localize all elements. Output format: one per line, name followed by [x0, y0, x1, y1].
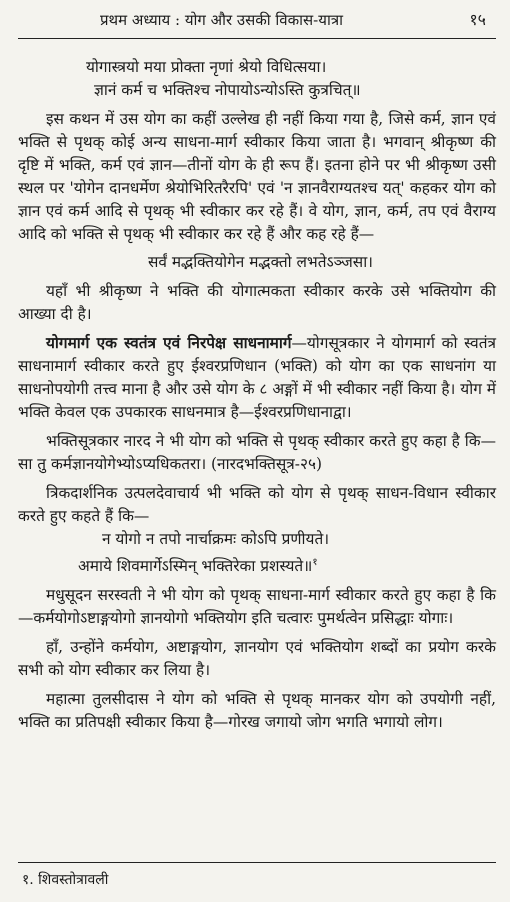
paragraph: मधुसूदन सरस्वती ने भी योग को पृथक् साधना-मार्ग स्वीकार करते हुए कहा है कि—कर्मयोगोऽष्टाङ्गयोगो ज्ञानयोगो भक्तियोग इति चत्वारः पुमर्थत्वेन प्रसिद्धाः योगाः। — [18, 586, 496, 628]
footnote: १. शिवस्तोत्रावली — [22, 872, 109, 888]
footnote-rule — [18, 862, 496, 863]
verse-line: ज्ञानं कर्म च भक्तिश्च नोपायोऽन्योऽस्ति कुत्रचित्॥ — [94, 81, 361, 99]
paragraph: महात्मा तुलसीदास ने योग को भक्ति से पृथक् मानकर योग को उपयोगी नहीं, भक्ति का प्रतिपक्षी स्वीकार किया है—गोरख जगायो जोग भगति भगायो लोग। — [18, 690, 496, 732]
section-heading: योगमार्ग एक स्वतंत्र एवं निरपेक्ष साधनामार्ग — [46, 334, 292, 352]
paragraph: हाँ, उन्होंने कर्मयोग, अष्टाङ्गयोग, ज्ञानयोग एवं भक्तियोग शब्दों का प्रयोग करके सभी को योग स्वीकार कर लिया है। — [18, 638, 496, 680]
verse-line: सर्वं मद्भक्तियोगेन मद्भक्तो लभतेऽञ्जसा। — [148, 253, 374, 271]
verse-line: न योगो न तपो नार्चाक्रमः कोऽपि प्रणीयते। — [102, 530, 330, 548]
paragraph: भक्तिसूत्रकार नारद ने भी योग को भक्ति से पृथक् स्वीकार करते हुए कहा है कि—सा तु कर्मज्ञानयोगेभ्योऽप्यधिकतरा। (नारदभक्तिसूत्र-२५) — [18, 432, 496, 473]
running-header — [22, 8, 492, 34]
page-number: १५ — [469, 10, 486, 29]
verse-line: योगास्त्रयो मया प्रोक्ता नृणां श्रेयो विधित्सया। — [86, 58, 327, 76]
paragraph: त्रिकदार्शनिक उत्पलदेवाचार्य भी भक्ति को योग से पृथक् साधन-विधान स्वीकार करते हुए कहते हैं कि— — [18, 484, 496, 525]
header-rule — [18, 38, 496, 39]
chapter-title: प्रथम अध्याय : योग और उसकी विकास-यात्रा — [100, 11, 344, 29]
paragraph: यहाँ भी श्रीकृष्ण ने भक्ति की योगात्मकता स्वीकार करके उसे भक्तियोग की आख्या दी है। — [18, 282, 496, 323]
page-body — [18, 56, 496, 734]
verse-text: अमाये शिवमार्गेऽस्मिन् भक्तिरेका प्रशस्यते॥ — [78, 557, 313, 576]
verse-line — [18, 551, 496, 578]
footnote-mark: १ — [312, 557, 318, 568]
paragraph: इस कथन में उस योग का कहीं उल्लेख ही नहीं किया गया है, जिसे कर्म, ज्ञान एवं भक्ति से पृथक् कोई अन्य साधना-मार्ग स्वीकार किया जाता है। भगवान् श्रीकृष्ण की दृष्टि में भक्ति, कर्म एवं ज्ञान—तीनों योग के ही रूप हैं। इतना होने पर भी श्रीकृष्ण उसी स्थल पर 'योगेन दानधर्मेण श्रेयोभिरितरैरपि' एवं 'न ज्ञानवैराग्यतश्च यत्' कहकर योग को ज्ञान एवं कर्म आदि से पृथक् भी स्वीकार कर रहे हैं। वे योग, ज्ञान, कर्म, तप एवं वैराग्य आदि को भक्ति से पृथक् भी स्वीकार कर रहे हैं और कह रहे हैं— — [18, 110, 496, 243]
paragraph — [18, 332, 496, 424]
paragraph-text: —योगसूत्रकार ने योगमार्ग को स्वतंत्र साधनामार्ग स्वीकार करते हुए ईश्वरप्रणिधान (भक्ति) को योग का एक साधनांग या साधनोपयोगी तत्त्व माना है और उसे योग के ८ अङ्गों में भी स्वीकार नहीं किया है। योग में भक्ति केवल एक उपकारक साधनमात्र है—ईश्वरप्रणिधानाद्वा। — [18, 334, 496, 421]
